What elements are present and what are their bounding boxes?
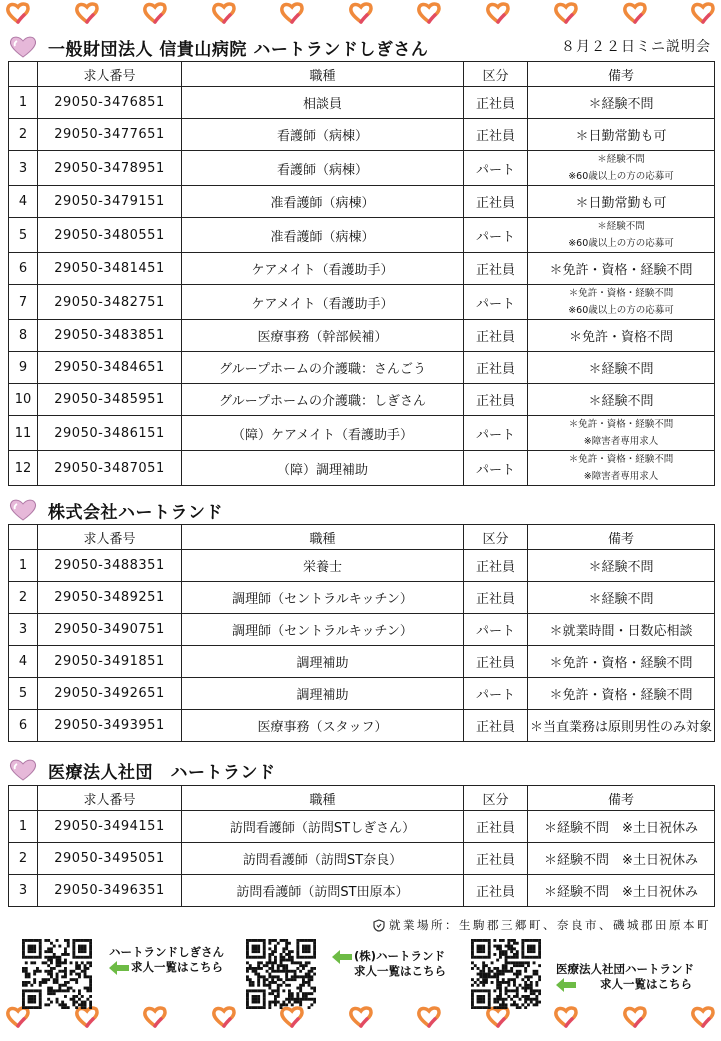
cell-no: 4 — [9, 646, 38, 678]
cell-code: 29050-3481451 — [38, 253, 182, 285]
column-header-code: 求人番号 — [38, 525, 182, 550]
cell-no: 8 — [9, 320, 38, 352]
cell-no: 3 — [9, 614, 38, 646]
cell-title: （障）調理補助 — [182, 451, 464, 486]
cell-type: 正社員 — [464, 875, 528, 907]
column-header-code: 求人番号 — [38, 62, 182, 87]
cell-code: 29050-3484651 — [38, 352, 182, 384]
qr-label-line1: ハートランドしぎさん — [109, 945, 224, 959]
cell-note: ＊免許・資格不問 — [528, 320, 715, 352]
qr-label-line2: 求人一覧はこちら — [354, 964, 446, 978]
cell-no: 12 — [9, 451, 38, 486]
note-line: ＊経験不問 — [597, 154, 645, 165]
bottom-heart-border — [0, 1006, 721, 1040]
shield-icon — [373, 919, 385, 932]
cell-note: ＊当直業務は原則男性のみ対象 — [528, 710, 715, 742]
cell-title: 准看護師（病棟） — [182, 218, 464, 253]
table-row — [9, 416, 715, 451]
job-table-2 — [8, 524, 715, 742]
cell-type: 正社員 — [464, 352, 528, 384]
column-header-title: 職種 — [182, 786, 464, 811]
cell-no: 5 — [9, 678, 38, 710]
org-name: 株式会社ハートランド — [48, 502, 223, 523]
cell-title: 医療事務（スタッフ） — [182, 710, 464, 742]
cell-note: ＊経験不問 ※土日祝休み — [528, 875, 715, 907]
table-row — [9, 843, 715, 875]
qr-label-line2: 求人一覧はこちら — [131, 960, 223, 974]
heart-decoration-icon — [280, 1006, 304, 1028]
section-heading-2 — [8, 497, 223, 523]
cell-no: 2 — [9, 582, 38, 614]
heart-decoration-icon — [349, 2, 373, 24]
heart-decoration-icon — [143, 2, 167, 24]
table-row — [9, 451, 715, 486]
cell-code: 29050-3477651 — [38, 119, 182, 151]
cell-no: 1 — [9, 87, 38, 119]
qr-code-medical-corp[interactable] — [471, 939, 541, 1009]
cell-type: パート — [464, 285, 528, 320]
arrow-left-icon — [109, 961, 129, 975]
cell-note: ＊経験不問 — [528, 550, 715, 582]
cell-type: 正社員 — [464, 320, 528, 352]
cell-note: ＊免許・資格・経験不問 — [528, 646, 715, 678]
cell-title: 訪問看護師（訪問ST田原本） — [182, 875, 464, 907]
event-label: ８月２２日ミニ説明会 — [561, 39, 711, 55]
cell-note: ＊免許・資格・経験不問 — [528, 678, 715, 710]
qr-label-2 — [332, 949, 446, 979]
heart-decoration-icon — [554, 1006, 578, 1028]
cell-no: 2 — [9, 843, 38, 875]
cell-title: 栄養士 — [182, 550, 464, 582]
table-row — [9, 186, 715, 218]
heart-decoration-icon — [280, 2, 304, 24]
cell-code: 29050-3480551 — [38, 218, 182, 253]
table-row — [9, 119, 715, 151]
cell-code: 29050-3478951 — [38, 151, 182, 186]
note-line: ※障害者専用求人 — [583, 436, 659, 447]
note-line: ※60歳以上の方の応募可 — [568, 305, 674, 316]
cell-title: グループホームの介護職：しぎさん — [182, 384, 464, 416]
note-line: ※障害者専用求人 — [583, 471, 659, 482]
heart-decoration-icon — [691, 1006, 715, 1028]
cell-note: ＊日勤常勤も可 — [528, 186, 715, 218]
heart-decoration-icon — [691, 2, 715, 24]
cell-code: 29050-3487051 — [38, 451, 182, 486]
table-row — [9, 710, 715, 742]
cell-note — [528, 451, 715, 486]
column-header-no — [9, 525, 38, 550]
cell-no: 10 — [9, 384, 38, 416]
cell-title: ケアメイト（看護助手） — [182, 253, 464, 285]
heart-icon — [8, 498, 38, 522]
org-name: 医療法人社団 ハートランド — [48, 762, 276, 783]
qr-code-shigisan[interactable] — [22, 939, 92, 1009]
cell-no: 11 — [9, 416, 38, 451]
table-header-row — [9, 62, 715, 87]
table-header-row — [9, 525, 715, 550]
table-row — [9, 875, 715, 907]
table-header-row — [9, 786, 715, 811]
cell-type: パート — [464, 678, 528, 710]
cell-type: 正社員 — [464, 843, 528, 875]
job-table-3 — [8, 785, 715, 907]
cell-no: 4 — [9, 186, 38, 218]
cell-type: 正社員 — [464, 253, 528, 285]
heart-decoration-icon — [75, 1006, 99, 1028]
cell-note: ＊経験不問 — [528, 87, 715, 119]
cell-type: 正社員 — [464, 384, 528, 416]
heart-decoration-icon — [212, 2, 236, 24]
table-row — [9, 320, 715, 352]
cell-no: 6 — [9, 710, 38, 742]
heart-decoration-icon — [623, 1006, 647, 1028]
cell-title: 看護師（病棟） — [182, 119, 464, 151]
cell-title: （障）ケアメイト（看護助手） — [182, 416, 464, 451]
cell-type: 正社員 — [464, 550, 528, 582]
top-heart-border — [0, 2, 721, 36]
cell-title: 調理師（セントラルキッチン） — [182, 614, 464, 646]
cell-note: ＊免許・資格・経験不問 — [528, 253, 715, 285]
cell-code: 29050-3490751 — [38, 614, 182, 646]
cell-type: 正社員 — [464, 119, 528, 151]
table-row — [9, 582, 715, 614]
note-line: ＊免許・資格・経験不問 — [568, 419, 674, 430]
heart-icon — [8, 35, 38, 59]
cell-type: パート — [464, 218, 528, 253]
heart-decoration-icon — [417, 2, 441, 24]
column-header-title: 職種 — [182, 62, 464, 87]
cell-title: 相談員 — [182, 87, 464, 119]
cell-no: 1 — [9, 811, 38, 843]
section-heading-3 — [8, 757, 276, 783]
cell-title: 調理師（セントラルキッチン） — [182, 582, 464, 614]
cell-code: 29050-3488351 — [38, 550, 182, 582]
heart-decoration-icon — [623, 2, 647, 24]
cell-no: 9 — [9, 352, 38, 384]
cell-code: 29050-3495051 — [38, 843, 182, 875]
heart-decoration-icon — [349, 1006, 373, 1028]
qr-label-line1: (株)ハートランド — [354, 949, 446, 963]
job-table-1 — [8, 61, 715, 486]
heart-decoration-icon — [6, 1006, 30, 1028]
table-row — [9, 253, 715, 285]
cell-note — [528, 416, 715, 451]
cell-note — [528, 151, 715, 186]
cell-no: 1 — [9, 550, 38, 582]
cell-note: ＊経験不問 ※土日祝休み — [528, 843, 715, 875]
cell-title: 訪問看護師（訪問ST奈良） — [182, 843, 464, 875]
column-header-code: 求人番号 — [38, 786, 182, 811]
cell-code: 29050-3492651 — [38, 678, 182, 710]
cell-code: 29050-3482751 — [38, 285, 182, 320]
cell-type: 正社員 — [464, 87, 528, 119]
cell-title: 看護師（病棟） — [182, 151, 464, 186]
table-row — [9, 218, 715, 253]
cell-title: ケアメイト（看護助手） — [182, 285, 464, 320]
column-header-note: 備考 — [528, 525, 715, 550]
table-row — [9, 646, 715, 678]
cell-title: 准看護師（病棟） — [182, 186, 464, 218]
cell-type: パート — [464, 416, 528, 451]
cell-note: ＊経験不問 — [528, 352, 715, 384]
note-line: ＊免許・資格・経験不問 — [568, 454, 674, 465]
cell-code: 29050-3486151 — [38, 416, 182, 451]
table-row — [9, 285, 715, 320]
workplace-text: 就業場所：生駒郡三郷町、奈良市、磯城郡田原本町 — [389, 918, 711, 932]
cell-code: 29050-3485951 — [38, 384, 182, 416]
qr-label-line2: 求人一覧はこちら — [600, 977, 692, 991]
qr-label-3 — [556, 962, 694, 992]
cell-code: 29050-3491851 — [38, 646, 182, 678]
column-header-note: 備考 — [528, 62, 715, 87]
column-header-type: 区分 — [464, 525, 528, 550]
cell-type: パート — [464, 614, 528, 646]
cell-no: 7 — [9, 285, 38, 320]
heart-decoration-icon — [6, 2, 30, 24]
cell-title: 調理補助 — [182, 646, 464, 678]
heart-decoration-icon — [212, 1006, 236, 1028]
qr-label-line1: 医療法人社団ハートランド — [556, 962, 694, 976]
note-line: ※60歳以上の方の応募可 — [568, 171, 674, 182]
heart-decoration-icon — [554, 2, 578, 24]
cell-type: 正社員 — [464, 186, 528, 218]
column-header-type: 区分 — [464, 62, 528, 87]
cell-code: 29050-3489251 — [38, 582, 182, 614]
cell-type: 正社員 — [464, 582, 528, 614]
note-line: ＊免許・資格・経験不問 — [568, 288, 674, 299]
arrow-left-icon — [556, 978, 576, 992]
arrow-left-icon — [332, 950, 352, 964]
cell-no: 3 — [9, 151, 38, 186]
table-row — [9, 811, 715, 843]
heart-decoration-icon — [486, 1006, 510, 1028]
cell-note: ＊日勤常勤も可 — [528, 119, 715, 151]
column-header-no — [9, 786, 38, 811]
table-row — [9, 614, 715, 646]
cell-no: 3 — [9, 875, 38, 907]
table-row — [9, 550, 715, 582]
cell-code: 29050-3483851 — [38, 320, 182, 352]
workplace-note — [373, 917, 711, 933]
cell-note: ＊就業時間・日数応相談 — [528, 614, 715, 646]
cell-title: 訪問看護師（訪問STしぎさん） — [182, 811, 464, 843]
cell-type: 正社員 — [464, 811, 528, 843]
cell-type: パート — [464, 151, 528, 186]
section-heading-1 — [8, 34, 428, 60]
cell-no: 2 — [9, 119, 38, 151]
cell-code: 29050-3496351 — [38, 875, 182, 907]
heart-decoration-icon — [417, 1006, 441, 1028]
cell-note: ＊経験不問 ※土日祝休み — [528, 811, 715, 843]
column-header-no — [9, 62, 38, 87]
table-row — [9, 151, 715, 186]
table-row — [9, 384, 715, 416]
table-row — [9, 678, 715, 710]
table-row — [9, 352, 715, 384]
cell-code: 29050-3493951 — [38, 710, 182, 742]
note-line: ※60歳以上の方の応募可 — [568, 238, 674, 249]
heart-decoration-icon — [75, 2, 99, 24]
heart-decoration-icon — [486, 2, 510, 24]
cell-note — [528, 218, 715, 253]
cell-note — [528, 285, 715, 320]
cell-type: 正社員 — [464, 646, 528, 678]
cell-code: 29050-3479151 — [38, 186, 182, 218]
org-name: 一般財団法人 信貴山病院 ハートランドしぎさん — [48, 39, 429, 60]
heart-decoration-icon — [143, 1006, 167, 1028]
cell-title: 調理補助 — [182, 678, 464, 710]
cell-type: 正社員 — [464, 710, 528, 742]
column-header-note: 備考 — [528, 786, 715, 811]
column-header-title: 職種 — [182, 525, 464, 550]
table-row — [9, 87, 715, 119]
cell-type: パート — [464, 451, 528, 486]
heart-icon — [8, 758, 38, 782]
cell-title: グループホームの介護職：さんごう — [182, 352, 464, 384]
cell-title: 医療事務（幹部候補） — [182, 320, 464, 352]
cell-code: 29050-3476851 — [38, 87, 182, 119]
column-header-type: 区分 — [464, 786, 528, 811]
cell-note: ＊経験不問 — [528, 384, 715, 416]
qr-code-heartland-corp[interactable] — [246, 939, 316, 1009]
cell-note: ＊経験不問 — [528, 582, 715, 614]
cell-code: 29050-3494151 — [38, 811, 182, 843]
cell-no: 6 — [9, 253, 38, 285]
qr-label-1 — [109, 945, 224, 975]
note-line: ＊経験不問 — [597, 221, 645, 232]
cell-no: 5 — [9, 218, 38, 253]
